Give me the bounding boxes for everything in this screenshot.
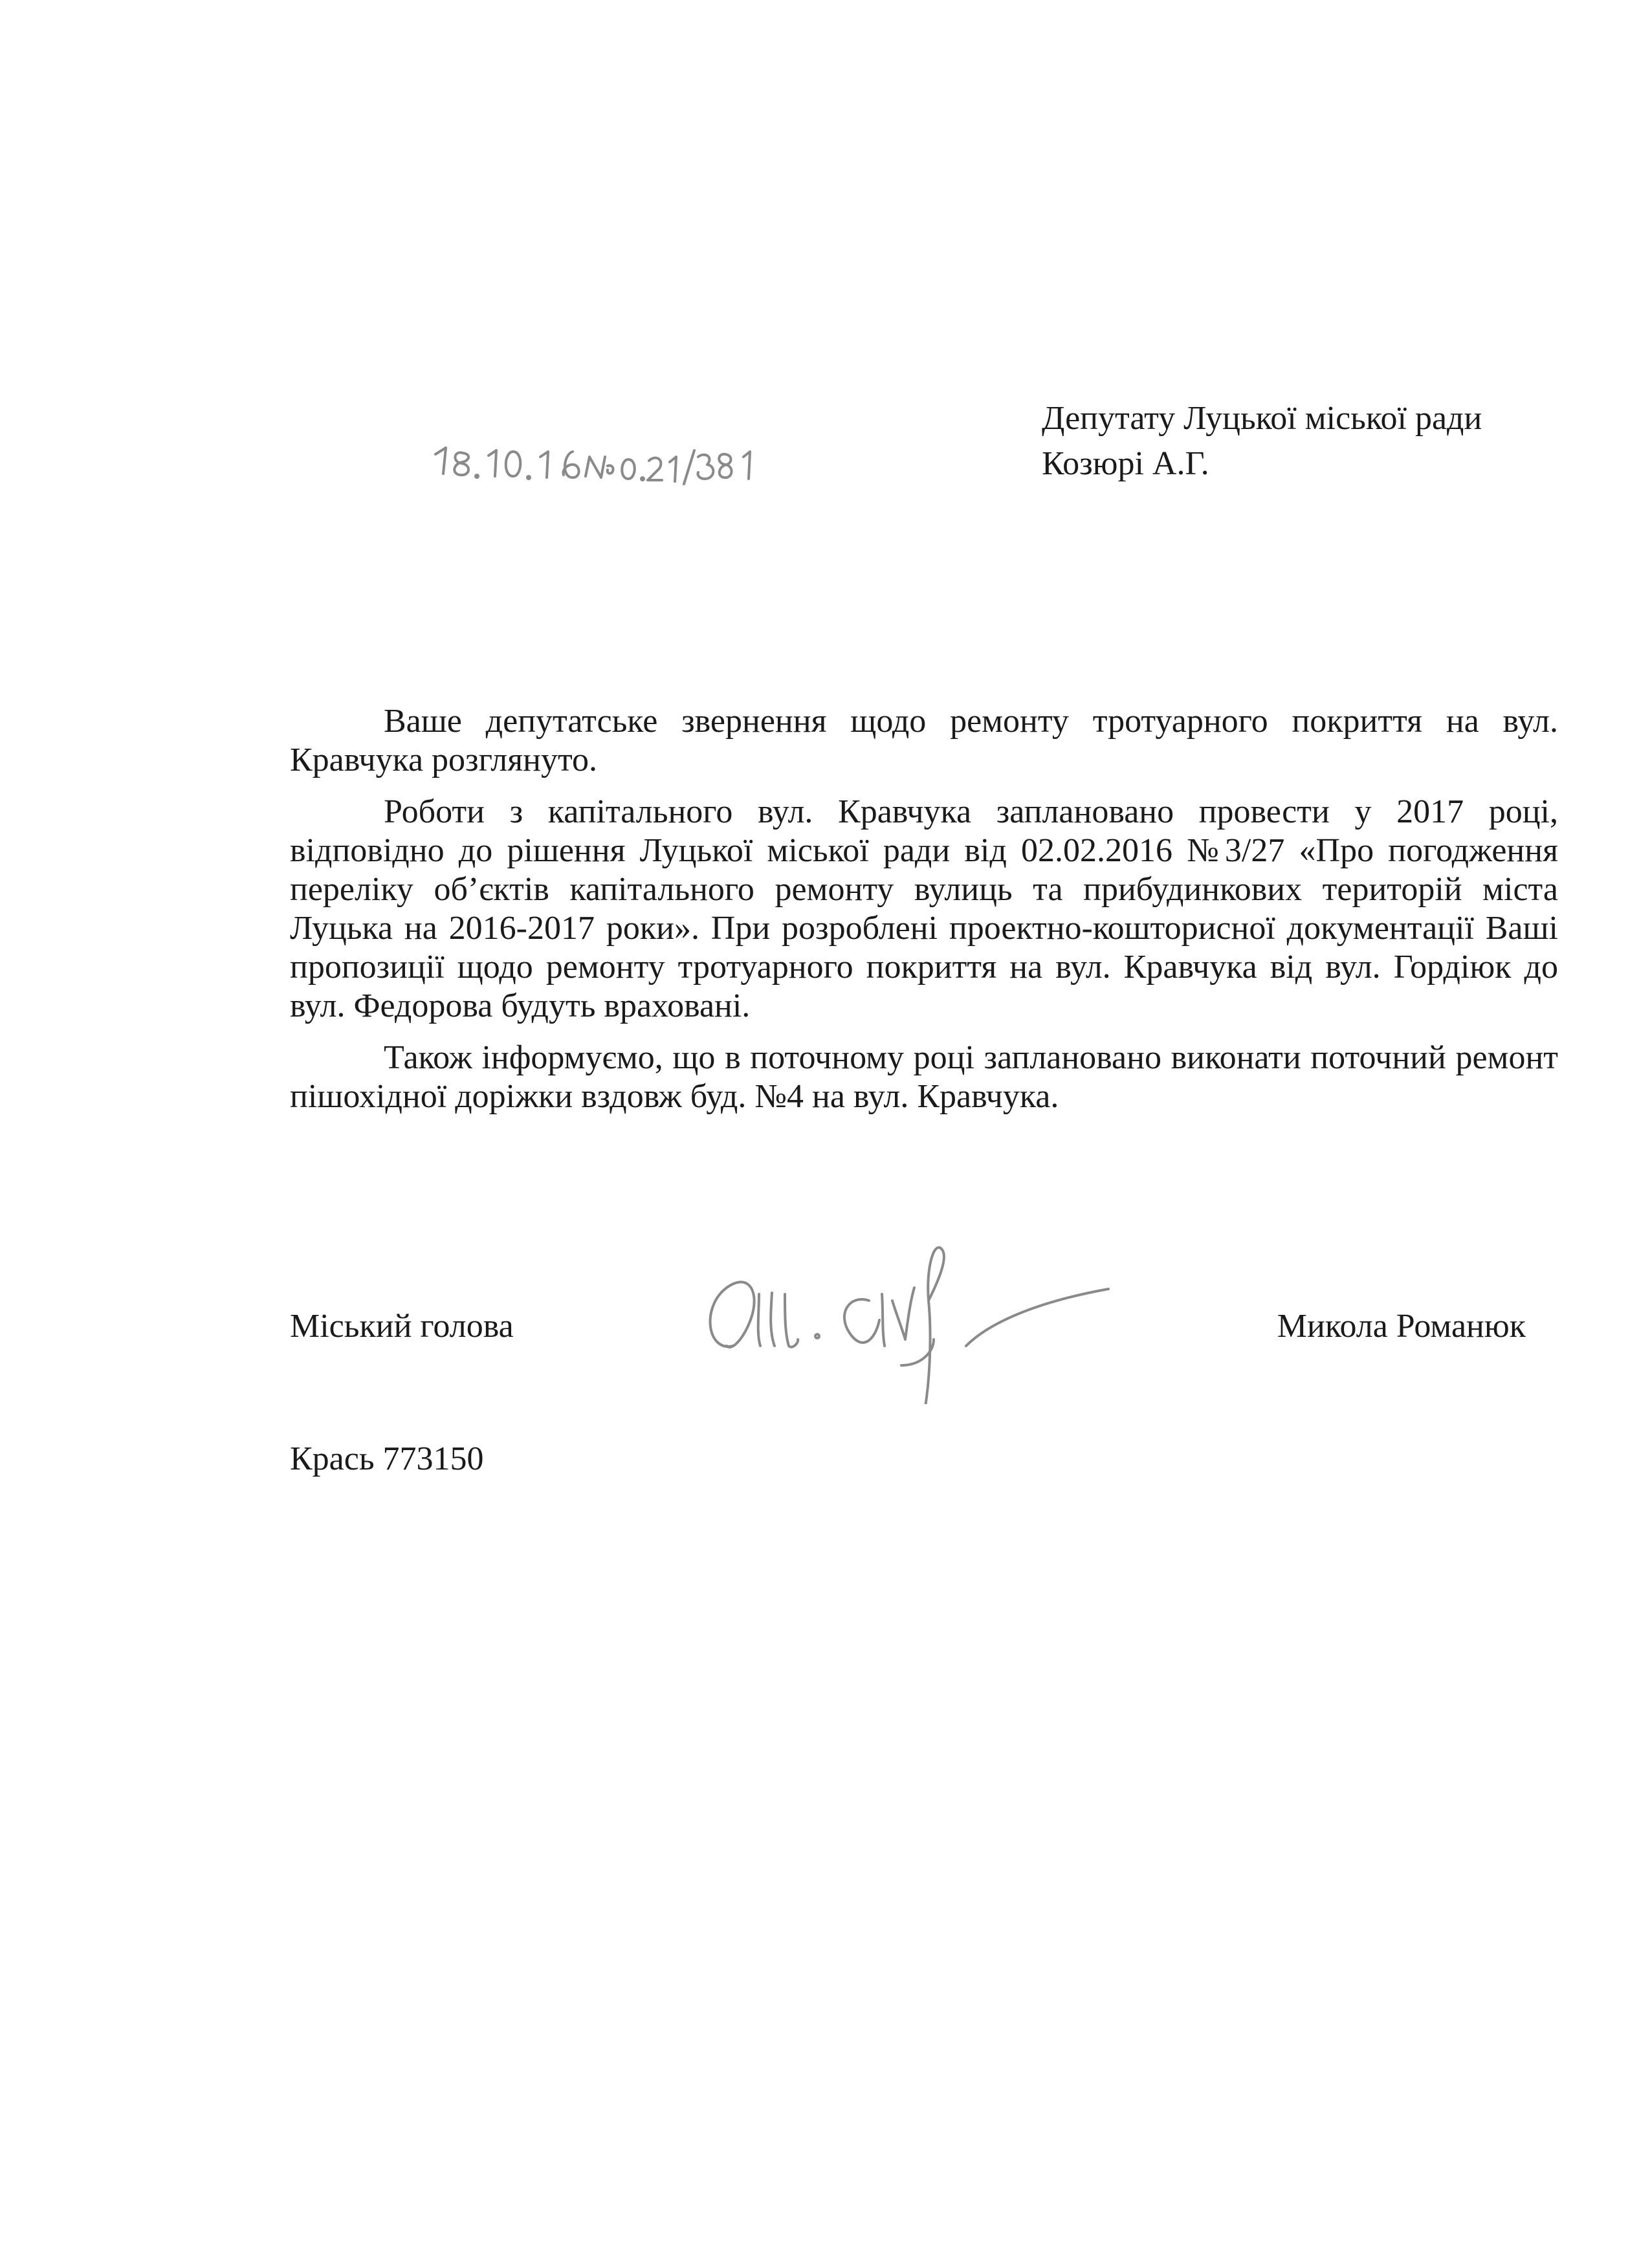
signature-mark xyxy=(688,1223,1141,1404)
body-paragraph-3: Також інформуємо, що в поточному році заплановано виконати поточний ремонт пішохідної доріжки вздовж буд. №4 на вул. Кравчука. xyxy=(290,1039,1558,1115)
handwritten-registration-icon xyxy=(424,414,786,498)
addressee-line-1: Депутату Луцької міської ради xyxy=(1042,400,1482,437)
handwritten-signature-icon xyxy=(688,1223,1141,1404)
body-paragraph-1: Ваше депутатське звернення щодо ремонту тротуарного покриття на вул. Кравчука розглянуто. xyxy=(290,703,1558,778)
letter-body xyxy=(290,702,1558,1129)
registration-number-handwriting xyxy=(424,414,786,498)
addressee-line-2: Козюрі А.Г. xyxy=(1042,445,1209,482)
body-paragraph-2: Роботи з капітального вул. Кравчука заплановано провести у 2017 році, відповідно до рішення Луцької міської ради від 02.02.2016 №3/27 «Про погодження переліку об’єктів капітального ремонту вулиць та прибудинкових територій міста Луцька на 2016-2017 роки». При розроблені проектно-кошторисної документації Ваші пропозиції щодо ремонту тротуарного покриття на вул. Кравчука від вул. Гордіюк до вул. Федорова будуть враховані. xyxy=(290,793,1558,1024)
executor-contact: Крась 773150 xyxy=(290,1440,484,1477)
signatory-role: Міський голова xyxy=(290,1308,514,1345)
addressee-block xyxy=(1042,396,1624,487)
signatory-name: Микола Романюк xyxy=(1277,1308,1526,1345)
signature-row xyxy=(290,1223,1558,1391)
